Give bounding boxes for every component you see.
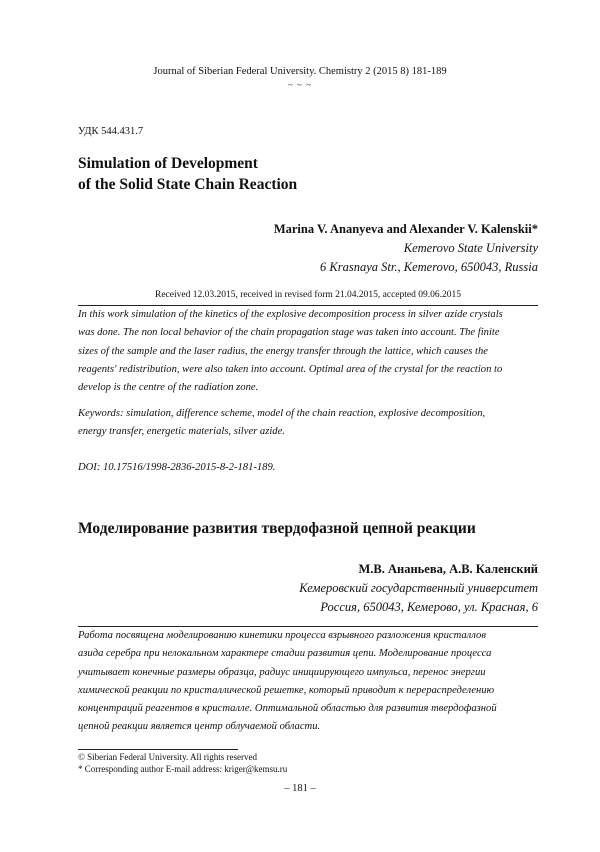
abstract-line: develop is the centre of the radiation zone. <box>78 382 259 394</box>
english-title-line-1: Simulation of Development <box>78 155 258 172</box>
received-dates: Received 12.03.2015, received in revised form 21.04.2015, accepted 09.06.2015 <box>154 290 462 300</box>
keywords-line: Keywords: simulation, difference scheme, model of the chain reaction, explosive decomposition, <box>78 408 486 419</box>
keywords-line: energy transfer, energetic materials, silver azide. <box>78 426 285 438</box>
english-title-line-2: of the Solid State Chain Reaction <box>78 176 298 193</box>
abstract-line: reagents' redistribution, were also taken into account. Optimal area of the crystal for the reaction to <box>78 363 503 375</box>
russian-abstract-line: учитывает конечные размеры образца, радиус инициирующего импульса, перенос энергии <box>78 666 486 678</box>
russian-abstract-line: азида серебра при нелокальном характере стадии развития цепи. Моделирование процесса <box>78 648 492 660</box>
russian-title: Моделирование развития твердофазной цепной реакции <box>78 520 476 537</box>
english-authors: Marina V. Ananyeva and Alexander V. Kalenskii* <box>273 222 538 236</box>
copyright-footnote: © Siberian Federal University. All rights reserved <box>78 752 257 762</box>
corresponding-author-footnote: * Corresponding author E-mail address: kriger@kemsu.ru <box>78 764 288 774</box>
header-ornament: ~ ~ ~ <box>287 80 313 90</box>
english-keywords <box>78 405 538 442</box>
page-number: – 181 – <box>284 783 316 794</box>
english-address: 6 Krasnaya Str., Kemerovo, 650043, Russia <box>320 260 538 274</box>
russian-abstract <box>78 627 538 737</box>
abstract-line: was done. The non local behavior of the chain propagation stage was taken into account. The finite <box>78 327 500 339</box>
abstract-line: In this work simulation of the kinetics of the explosive decomposition process in silver azide crystals <box>78 309 503 320</box>
russian-affiliation: Кемеровский государственный университет <box>299 581 538 595</box>
russian-abstract-line: цепной реакции является центр облучаемой области. <box>78 721 321 733</box>
abstract-line: sizes of the sample and the laser radius, the energy transfer through the lattice, which causes the <box>78 345 488 357</box>
english-abstract <box>78 306 538 397</box>
footnote-rule <box>78 749 238 750</box>
udk-code: УДК 544.431.7 <box>78 126 144 137</box>
russian-abstract-line: Работа посвящена моделированию кинетики процесса взрывного разложения кристаллов <box>78 630 486 641</box>
doi: DOI: 10.17516/1998-2836-2015-8-2-181-189. <box>78 462 276 473</box>
russian-authors: М.В. Ананьева, А.В. Каленский <box>358 562 538 576</box>
russian-abstract-line: концентраций реагентов в кристалле. Оптимальной областью для развития твердофазной <box>78 703 497 715</box>
journal-header: Journal of Siberian Federal University. Chemistry 2 (2015 8) 181-189 <box>153 66 447 77</box>
english-affiliation: Kemerovo State University <box>403 241 538 255</box>
russian-address: Россия, 650043, Кемерово, ул. Красная, 6 <box>320 600 538 614</box>
russian-abstract-line: химической реакции по кристаллической решетке, который приводит к перераспределению <box>78 684 495 696</box>
